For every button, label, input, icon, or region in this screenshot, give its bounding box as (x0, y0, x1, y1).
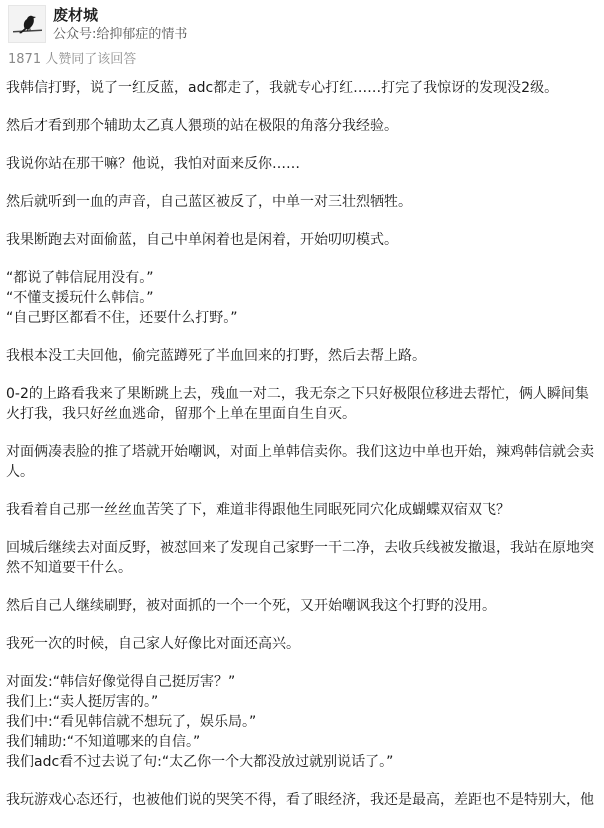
quote-line: “自己野区都看不住，还要什么打野。” (6, 310, 238, 326)
dialogue-line: 我们adc看不过去说了句:“太乙你一个大都没放过就别说话了。” (6, 754, 394, 770)
paragraph: 我玩游戏心态还行，也被他们说的哭笑不得，看了眼经济，我还是最高，差距也不是特别大，他 (6, 792, 594, 808)
dialogue-line: 我们辅助:“不知道哪来的自信。” (6, 734, 201, 750)
quote-line: “不懂支援玩什么韩信。” (6, 290, 154, 306)
dialogue-line: 我们中:“看见韩信就不想玩了，娱乐局。” (6, 714, 257, 730)
paragraph: 回城后继续去对面反野，被怼回来了发现自己家野一干二净，去收兵线被发撤退，我站在原地突然不知道要干什么。 (6, 540, 594, 576)
paragraph: 然后自己人继续刷野，被对面抓的一个一个死，又开始嘲讽我这个打野的没用。 (6, 598, 496, 614)
paragraph: 我说你站在那干嘛？他说，我怕对面来反你…… (6, 156, 300, 172)
paragraph: 对面俩凑表脸的推了塔就开始嘲讽，对面上单韩信卖你。我们这边中单也开始，辣鸡韩信就会卖人。 (6, 444, 594, 480)
paragraph: 然后才看到那个辅助太乙真人猥琐的站在极限的角落分我经验。 (6, 118, 398, 134)
answer-header (6, 3, 598, 47)
paragraph: 我看着自己那一丝丝血苦笑了下，难道非得跟他生同眠死同穴化成蝴蝶双宿双飞？ (6, 502, 510, 518)
paragraph: 我根本没工夫回他，偷完蓝蹲死了半血回来的打野，然后去帮上路。 (6, 348, 426, 364)
crow-silhouette-icon (9, 6, 45, 42)
vote-count: 1871 人赞同了该回答 (8, 52, 137, 67)
paragraph: 我果断跑去对面偷蓝，自己中单闲着也是闲着，开始叨叨模式。 (6, 232, 398, 248)
author-bio: 公众号:给抑郁症的情书 (53, 27, 188, 42)
quote-line: “都说了韩信屁用没有。” (6, 270, 154, 286)
paragraph: 我韩信打野，说了一红反蓝，adc都走了，我就专心打红……打完了我惊讶的发现没2级。 (6, 80, 559, 96)
quote-block (6, 268, 598, 328)
dialogue-line: 对面发:“韩信好像觉得自己挺厉害？” (6, 674, 236, 690)
author-name[interactable]: 废材城 (53, 6, 99, 24)
avatar[interactable] (8, 5, 46, 43)
answer-content (6, 78, 598, 828)
paragraph: 0-2的上路看我来了果断跳上去，残血一对二，我无奈之下只好极限位移进去帮忙，俩人瞬间集火打我，我只好丝血逃命，留那个上单在里面自生自灭。 (6, 386, 589, 422)
dialogue-line: 我们上:“卖人挺厉害的。” (6, 694, 159, 710)
paragraph: 然后就听到一血的声音，自己蓝区被反了，中单一对三壮烈牺牲。 (6, 194, 412, 210)
dialogue-block (6, 672, 598, 772)
paragraph: 我死一次的时候，自己家人好像比对面还高兴。 (6, 636, 300, 652)
